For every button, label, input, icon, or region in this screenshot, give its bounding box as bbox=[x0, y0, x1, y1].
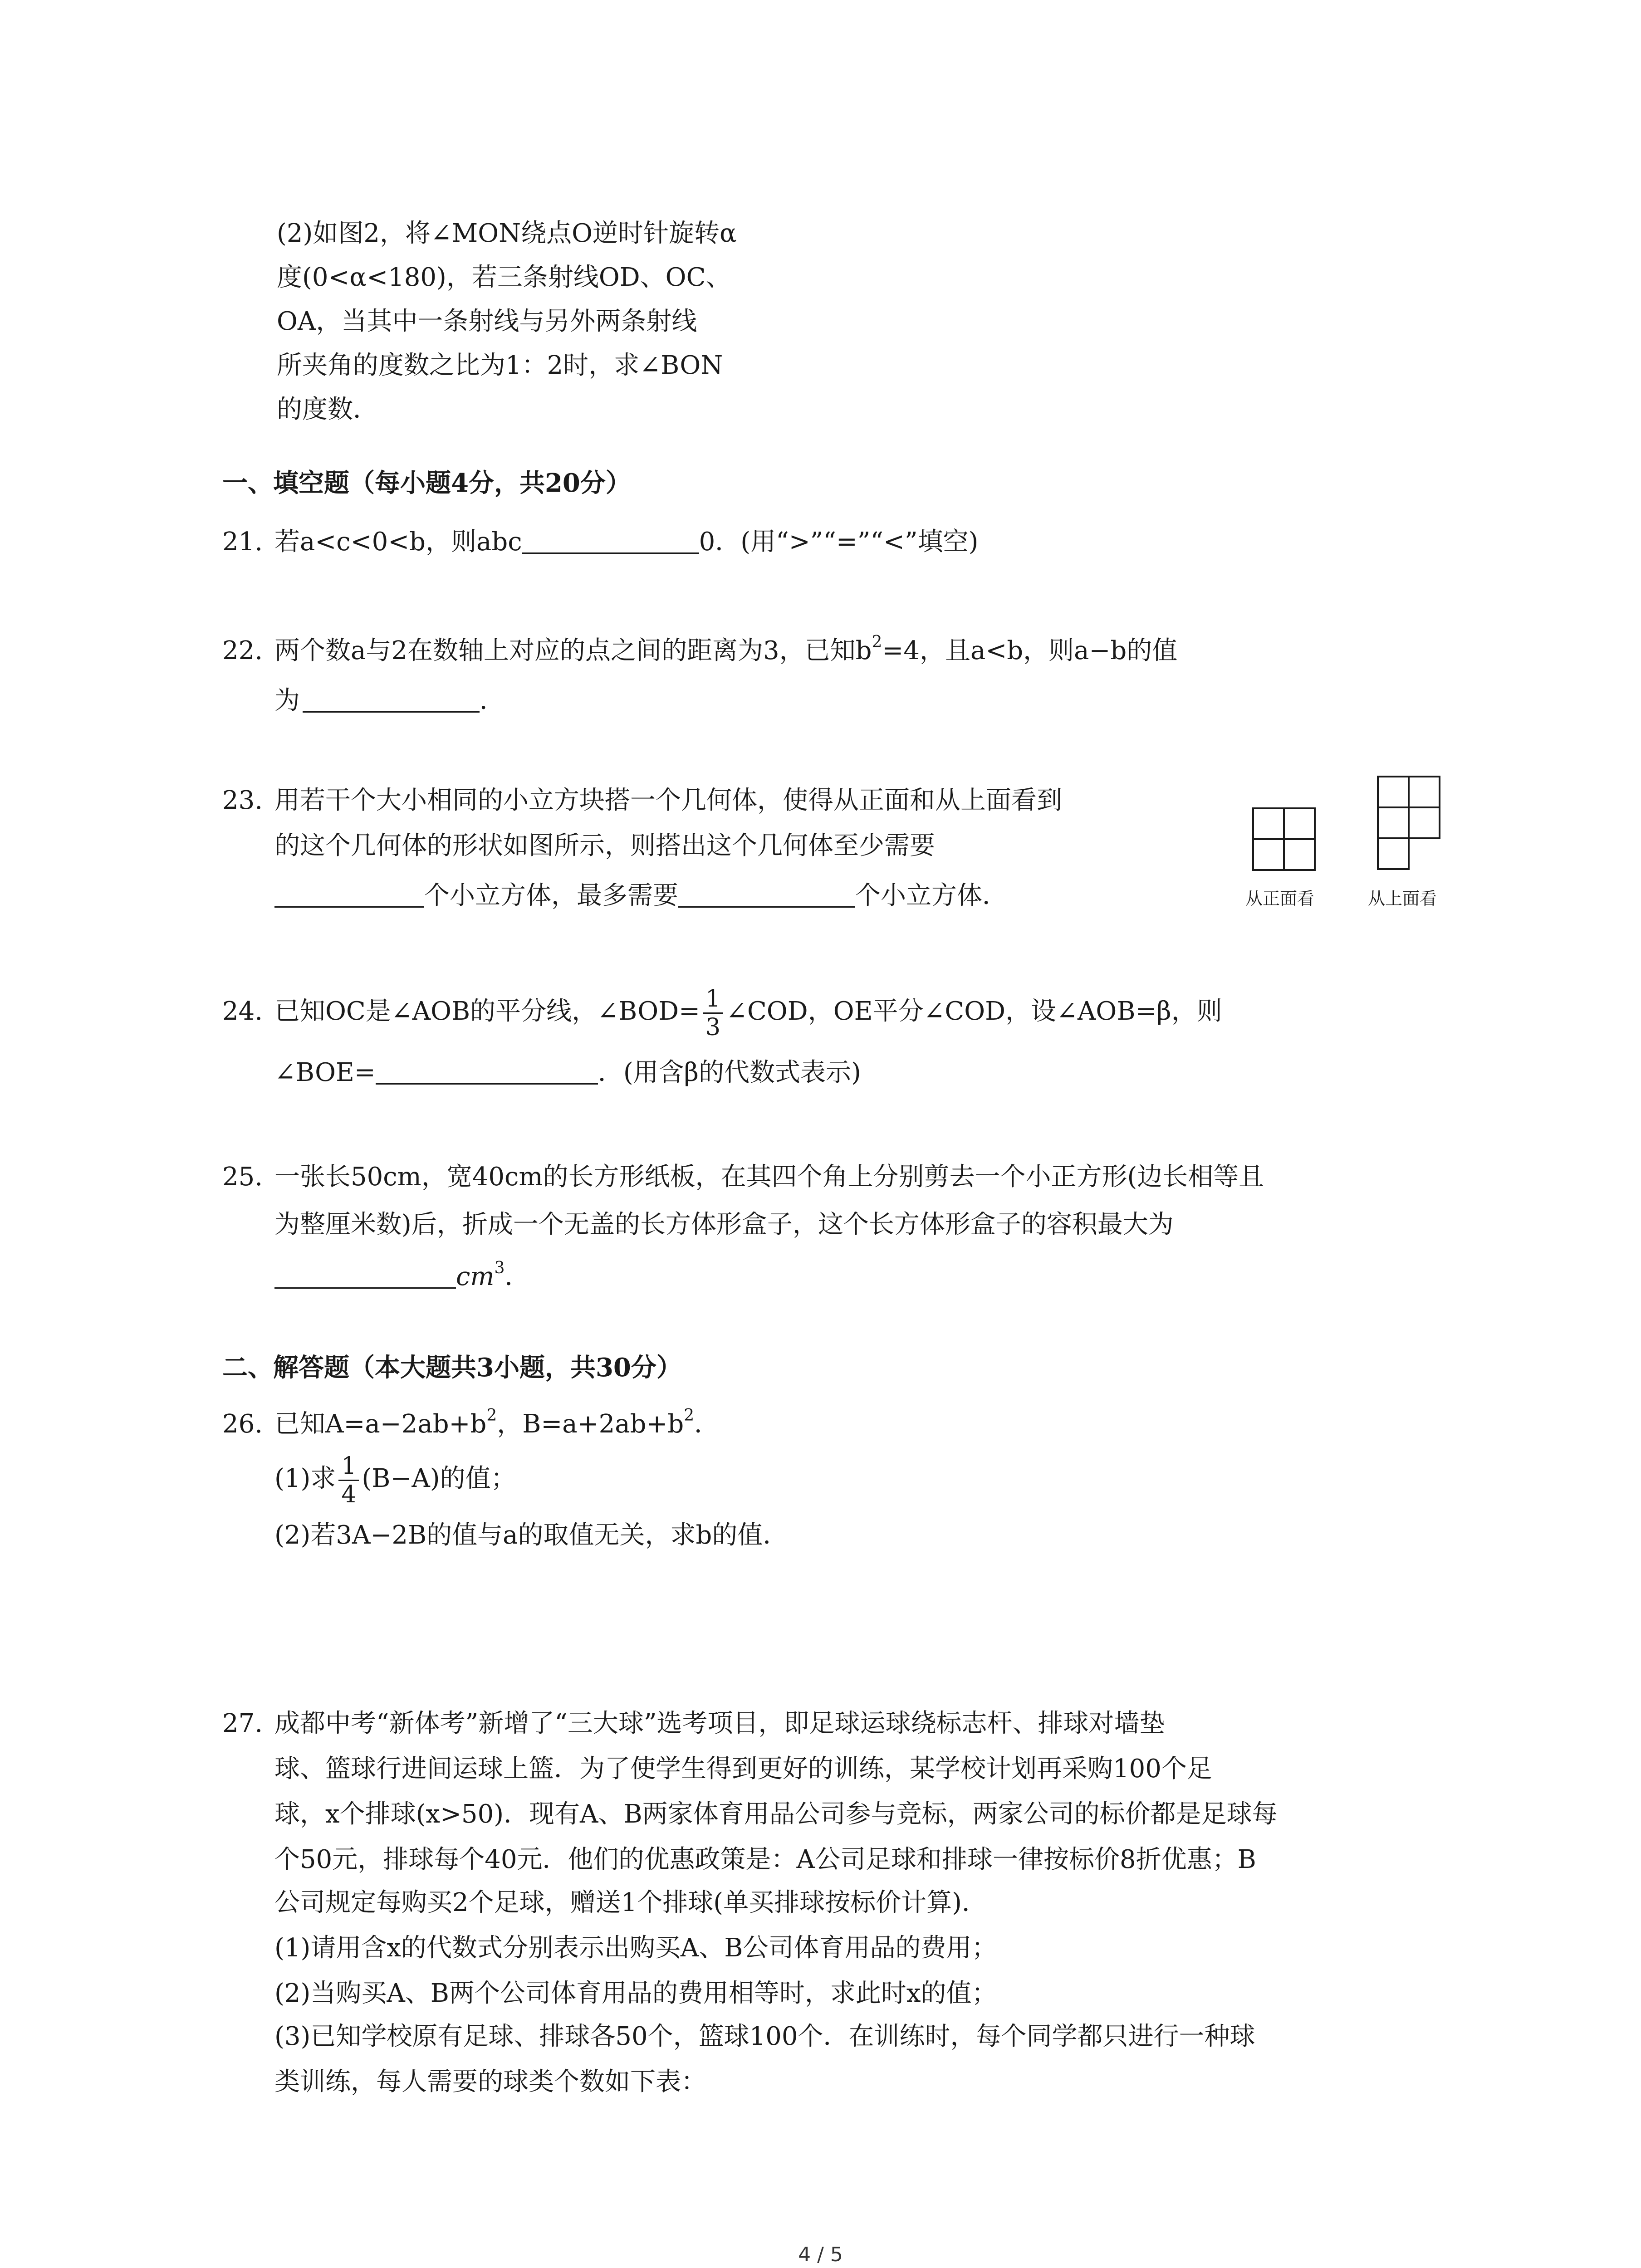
q24-text-a: 已知OC是∠AOB的平分线，∠BOD= bbox=[274, 997, 700, 1026]
page-number: 4 / 5 bbox=[798, 2243, 843, 2266]
answer-blank[interactable] bbox=[376, 1058, 598, 1085]
cube-square bbox=[1408, 807, 1440, 839]
q20-line-5: 的度数． bbox=[277, 395, 378, 424]
denominator: 3 bbox=[705, 1014, 721, 1041]
unit: cm bbox=[456, 1262, 495, 1291]
q27-part-3-cont: 类训练，每人需要的球类个数如下表： bbox=[274, 2067, 706, 2097]
exponent: 2 bbox=[872, 633, 882, 651]
question-25 bbox=[222, 1157, 1264, 1198]
q26-part-2: (2)若3A−2B的值与a的取值无关，求b的值． bbox=[274, 1520, 789, 1550]
cube-square bbox=[1283, 807, 1316, 840]
question-27 bbox=[222, 1703, 1165, 1744]
q23-line-2: 的这个几何体的形状如图所示，则搭出这个几何体至少需要 bbox=[274, 831, 935, 860]
cube-square bbox=[1377, 776, 1410, 808]
answer-blank-max[interactable] bbox=[678, 881, 855, 908]
q21-text-a: 若a<c<0<b，则abc bbox=[274, 527, 522, 557]
q23-text-3a: 个小立方体，最多需要 bbox=[424, 881, 678, 910]
front-view-caption: 从正面看 bbox=[1245, 889, 1315, 909]
question-23 bbox=[222, 780, 1062, 821]
question-number: 25. bbox=[222, 1162, 263, 1192]
question-24 bbox=[222, 984, 1222, 1041]
q27-part-3: (3)已知学校原有足球、排球各50个，篮球100个．在训练时，每个同学都只进行一种球 bbox=[274, 2022, 1255, 2051]
q27-line-5: 公司规定每购买2个足球，赠送1个排球(单买排球按标价计算)． bbox=[274, 1888, 987, 1917]
q26-text-b: ，B=a+2ab+b bbox=[497, 1409, 684, 1439]
q20-line-2: 度(0<α<180)，若三条射线OD、OC、 bbox=[277, 263, 731, 292]
q22-text-d: ． bbox=[480, 686, 505, 715]
front-view-figure bbox=[1252, 807, 1319, 875]
q20-line-4: 所夹角的度数之比为1：2时，求∠BON bbox=[277, 351, 723, 380]
question-22-line-2 bbox=[274, 680, 505, 721]
answer-blank[interactable] bbox=[274, 1262, 456, 1289]
denominator: 4 bbox=[341, 1481, 357, 1508]
top-view-caption: 从上面看 bbox=[1368, 889, 1437, 909]
exponent: 3 bbox=[494, 1259, 505, 1277]
answer-blank-min[interactable] bbox=[274, 881, 424, 908]
q20-line-3: OA，当其中一条射线与另外两条射线 bbox=[277, 307, 697, 336]
q24-text-c: ∠BOE= bbox=[274, 1058, 376, 1087]
answer-blank[interactable] bbox=[522, 527, 699, 554]
q26-part-1-text-a: (1)求 bbox=[274, 1464, 336, 1493]
q27-part-1: (1)请用含x的代数式分别表示出购买A、B公司体育用品的费用； bbox=[274, 1933, 997, 1963]
q27-line-3: 球，x个排球(x>50)．现有A、B两家体育用品公司参与竞标，两家公司的标价都是足球每 bbox=[274, 1799, 1278, 1829]
q22-text-c: 为 bbox=[274, 686, 300, 715]
top-view-figure bbox=[1377, 776, 1444, 874]
question-26-part-1 bbox=[274, 1452, 516, 1508]
q22-text-b: =4，且a<b，则a−b的值 bbox=[882, 636, 1178, 665]
cube-square bbox=[1408, 776, 1440, 808]
exponent: 2 bbox=[684, 1406, 695, 1425]
fraction-one-third bbox=[703, 985, 723, 1041]
exponent: 2 bbox=[486, 1406, 497, 1425]
q20-line-1: (2)如图2，将∠MON绕点O逆时针旋转α bbox=[277, 219, 737, 248]
cube-square bbox=[1252, 838, 1285, 871]
cube-square bbox=[1377, 837, 1410, 870]
question-number: 22. bbox=[222, 636, 263, 665]
q26-text-c: ． bbox=[694, 1409, 720, 1439]
question-26 bbox=[222, 1404, 720, 1445]
q27-part-2: (2)当购买A、B两个公司体育用品的费用相等时，求此时x的值； bbox=[274, 1979, 997, 2008]
q22-text-a: 两个数a与2在数轴上对应的点之间的距离为3，已知b bbox=[274, 636, 872, 665]
q26-text-a: 已知A=a−2ab+b bbox=[274, 1409, 487, 1439]
q26-part-1-text-b: (B−A)的值； bbox=[362, 1464, 516, 1493]
q25-line-2: 为整厘米数)后，折成一个无盖的长方体形盒子，这个长方体形盒子的容积最大为 bbox=[274, 1210, 1174, 1239]
numerator: 1 bbox=[338, 1452, 359, 1481]
q23-text-3b: 个小立方体． bbox=[855, 881, 1008, 910]
question-number: 24. bbox=[222, 997, 263, 1026]
fraction-one-quarter bbox=[338, 1452, 359, 1508]
q21-text-b: 0．(用“>”“=”“<”填空) bbox=[699, 527, 979, 557]
q24-text-b: ∠COD，OE平分∠COD，设∠AOB=β，则 bbox=[726, 997, 1222, 1026]
question-22 bbox=[222, 631, 1177, 671]
question-21 bbox=[222, 522, 978, 562]
q23-line-1: 用若干个大小相同的小立方块搭一个几何体，使得从正面和从上面看到 bbox=[274, 786, 1062, 815]
q25-line-1: 一张长50cm，宽40cm的长方形纸板，在其四个角上分别剪去一个小正方形(边长相等且 bbox=[274, 1162, 1264, 1192]
q27-line-4: 个50元，排球每个40元．他们的优惠政策是：A公司足球和排球一律按标价8折优惠；B bbox=[274, 1845, 1256, 1874]
section-fill-in-heading: 一、填空题（每小题4分，共20分） bbox=[222, 468, 631, 498]
answer-blank[interactable] bbox=[303, 686, 480, 713]
cube-square bbox=[1377, 807, 1410, 839]
period: ． bbox=[505, 1262, 530, 1291]
question-number: 27. bbox=[222, 1709, 263, 1738]
numerator: 1 bbox=[703, 985, 723, 1014]
cube-square bbox=[1283, 838, 1316, 871]
question-number: 26. bbox=[222, 1409, 263, 1439]
q27-line-2: 球、篮球行进间运球上篮．为了使学生得到更好的训练，某学校计划再采购100个足 bbox=[274, 1754, 1212, 1784]
q24-text-d: ．(用含β的代数式表示) bbox=[598, 1058, 861, 1087]
q27-line-1: 成都中考“新体考”新增了“三大球”选考项目，即足球运球绕标志杆、排球对墙垫 bbox=[274, 1709, 1165, 1738]
question-number: 23. bbox=[222, 786, 263, 815]
question-24-line-2 bbox=[274, 1052, 861, 1093]
question-25-line-3 bbox=[274, 1256, 530, 1297]
question-number: 21. bbox=[222, 527, 263, 557]
question-23-line-3 bbox=[274, 875, 1008, 916]
section-solution-heading: 二、解答题（本大题共3小题，共30分） bbox=[222, 1353, 682, 1383]
cube-square bbox=[1252, 807, 1285, 840]
